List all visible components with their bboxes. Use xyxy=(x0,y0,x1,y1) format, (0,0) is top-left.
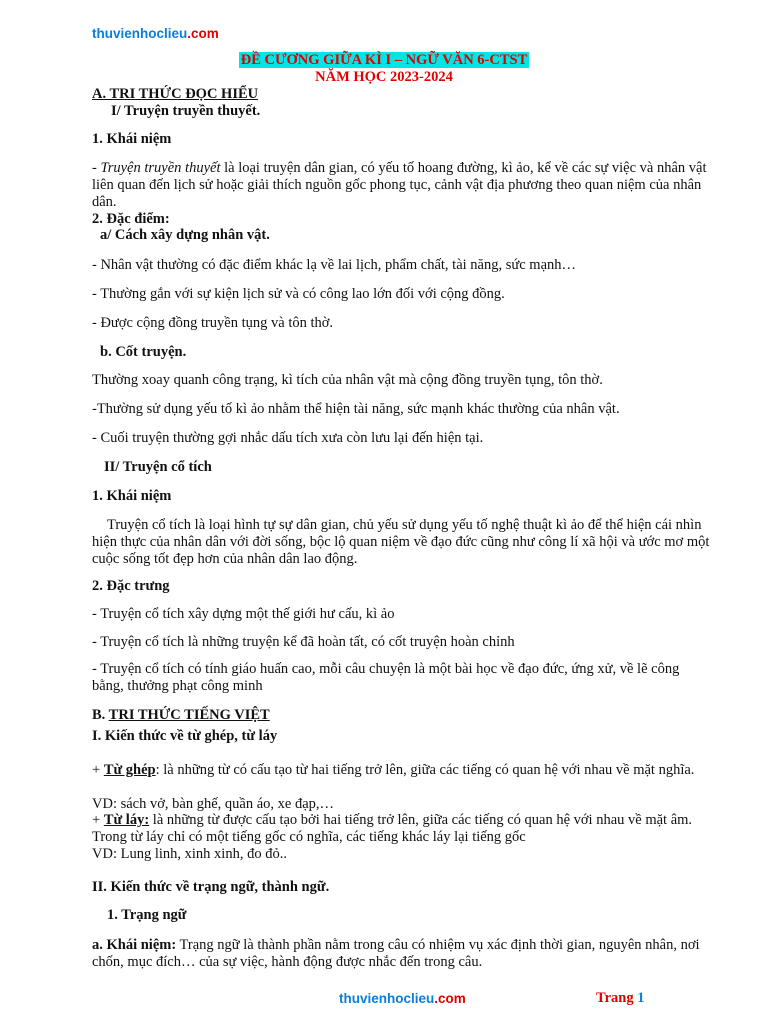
plot-item: Thường xoay quanh công trạng, kì tích của nhân vật mà cộng đồng truyền tụng, tôn thờ. xyxy=(92,372,603,388)
part2-concept-paragraph: Truyện cổ tích là loại hình tự sự dân gian, chủ yếu sử dụng yếu tố nghệ thuật kì ảo để thể hiện cái nhìn hiện thực của nhân dân với đời sống, bộc lộ quan niệm về đạo đức cũng như công lí xã hội và ước mơ một cuộc sống tốt đẹp hơn của nhân dân lao động. xyxy=(92,517,710,567)
character-heading: a/ Cách xây dựng nhân vật. xyxy=(100,227,270,243)
adverbial-definition xyxy=(92,937,714,971)
part2-concept-heading: 1. Khái niệm xyxy=(92,488,172,504)
page-number xyxy=(596,990,644,1007)
plot-heading: b. Cốt truyện. xyxy=(100,344,187,360)
page-number-value: 1 xyxy=(637,990,645,1006)
part1-concept-heading: 1. Khái niệm xyxy=(92,131,172,147)
plot-item: -Thường sử dụng yếu tố kì ảo nhằm thể hiện tài năng, sức mạnh khác thường của nhân vật. xyxy=(92,401,620,417)
character-item: - Thường gắn với sự kiện lịch sử và có công lao lớn đối với cộng đồng. xyxy=(92,286,505,302)
reduplicative-definition xyxy=(92,812,714,846)
adverbial-heading: 1. Trạng ngữ xyxy=(107,907,187,923)
header-brand[interactable] xyxy=(92,26,219,41)
concept-term: Truyện truyền thuyết xyxy=(100,160,221,176)
part1-heading: I/ Truyện truyền thuyết. xyxy=(111,103,261,119)
footer-brand-main: thuvienhoclieu xyxy=(339,991,435,1006)
section-b-prefix: B. xyxy=(92,707,109,723)
compound-example: VD: sách vở, bàn ghế, quần áo, xe đạp,… xyxy=(92,796,335,812)
part2-heading: II/ Truyện cổ tích xyxy=(104,459,212,475)
section-b-heading xyxy=(92,707,270,724)
reduplicative-text: là những từ được cấu tạo bởi hai tiếng trở lên, giữa các tiếng có quan hệ với nhau về mặt âm. Trong từ láy chỉ có một tiếng gốc có nghĩa, các tiếng khác láy lại tiếng gốc xyxy=(92,812,693,845)
feature-item: - Truyện cổ tích xây dựng một thế giới hư cấu, kì ảo xyxy=(92,606,395,622)
compound-term: Từ ghép xyxy=(103,762,156,778)
compound-text: : là những từ có cấu tạo từ hai tiếng trở lên, giữa các tiếng có quan hệ với nhau về mặt nghĩa. xyxy=(155,762,695,778)
feature-item: - Truyện cổ tích có tính giáo huấn cao, mỗi câu chuyện là một bài học về đạo đức, ứng xử, về lẽ công bằng, thưởng phạt công minh xyxy=(92,661,680,694)
concept-dash: - xyxy=(92,160,101,176)
plot-item: - Cuối truyện thường gợi nhắc dấu tích xưa còn lưu lại đến hiện tại. xyxy=(92,430,484,446)
feature-item: - Truyện cổ tích là những truyện kể đã hoàn tất, có cốt truyện hoàn chỉnh xyxy=(92,634,515,650)
header-brand-suffix: .com xyxy=(187,26,219,41)
reduplicative-example: VD: Lung linh, xinh xinh, đo đỏ.. xyxy=(92,846,287,862)
section-b-title: TRI THỨC TIẾNG VIỆT xyxy=(108,707,270,723)
adverbial-text: Trạng ngữ là thành phần nằm trong câu có nhiệm vụ xác định thời gian, nguyên nhân, nơi chốn, mục đích… của sự việc, hành động được nhắc đến trong câu. xyxy=(92,937,700,970)
school-year: NĂM HỌC 2023-2024 xyxy=(315,69,453,85)
title-line-1-wrap xyxy=(0,52,768,69)
character-item: - Nhân vật thường có đặc điểm khác lạ về lai lịch, phẩm chất, tài năng, sức mạnh… xyxy=(92,257,577,273)
b-part1-heading: I. Kiến thức về từ ghép, từ láy xyxy=(92,728,278,744)
compound-definition xyxy=(92,762,714,779)
section-a-heading: A. TRI THỨC ĐỌC HIỂU xyxy=(92,86,259,102)
compound-plus: + xyxy=(92,762,104,778)
reduplicative-term: Từ láy: xyxy=(103,812,150,828)
concept-text: là loại truyện dân gian, có yếu tố hoang đường, kì ảo, kể về các sự việc và nhân vật liên quan đến lịch sử hoặc giải thích nguồn gốc phong tục, cảnh vật địa phương theo quan niệm của nhân dân. xyxy=(92,160,707,210)
character-item: - Được cộng đồng truyền tụng và tôn thờ. xyxy=(92,315,334,331)
part1-features-heading: 2. Đặc điểm: xyxy=(92,211,170,227)
part2-features-heading: 2. Đặc trưng xyxy=(92,578,170,594)
footer-brand-suffix: .com xyxy=(434,991,466,1006)
page-label: Trang xyxy=(596,990,634,1006)
header-brand-main: thuvienhoclieu xyxy=(92,26,188,41)
document-title: ĐỀ CƯƠNG GIỮA KÌ I – NGỮ VĂN 6-CTST xyxy=(240,52,528,68)
part1-concept-paragraph xyxy=(92,160,714,211)
b-part2-heading: II. Kiến thức về trạng ngữ, thành ngữ. xyxy=(92,879,330,895)
footer-brand[interactable] xyxy=(339,991,466,1006)
adverbial-label: a. Khái niệm: xyxy=(92,937,177,953)
reduplicative-plus: + xyxy=(92,812,104,828)
